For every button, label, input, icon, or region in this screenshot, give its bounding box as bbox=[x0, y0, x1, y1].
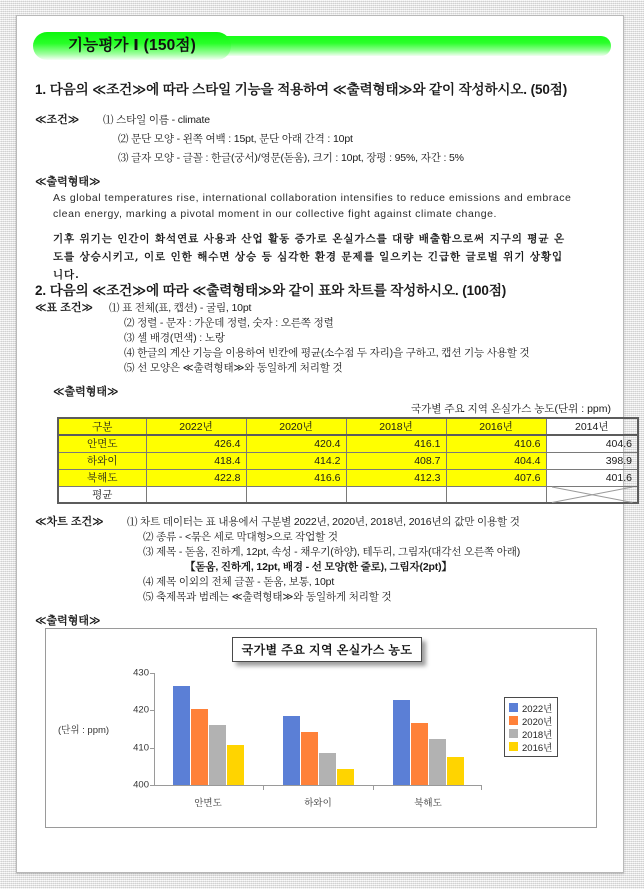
average-cell-blank bbox=[246, 486, 346, 503]
table-row bbox=[58, 452, 638, 469]
table-header-cell: 2014년 bbox=[546, 418, 638, 435]
question-2-heading: 2. 다음의 ≪조건≫에 따라 ≪출력형태≫와 같이 표와 차트를 작성하시오. (100점) bbox=[35, 283, 507, 298]
bar-2022년 bbox=[393, 700, 410, 785]
chart-title-group bbox=[232, 637, 422, 662]
row-label: 하와이 bbox=[58, 452, 146, 469]
table-caption: 국가별 주요 지역 온실가스 농도(단위 : ppm) bbox=[411, 403, 611, 415]
row-label: 북해도 bbox=[58, 469, 146, 486]
legend-item bbox=[509, 714, 552, 727]
q2-table-condition-5: ⑸ 선 모양은 ≪출력형태≫와 동일하게 처리할 것 bbox=[124, 362, 343, 374]
q2-chart-condition-3: ⑶ 제목 - 돋움, 진하게, 12pt, 속성 - 채우기(하양), 테두리, 그림자(대각선 오른쪽 아래) bbox=[143, 546, 521, 558]
table-cell: 404.4 bbox=[446, 452, 546, 469]
table-cell: 398.9 bbox=[546, 452, 638, 469]
legend-swatch-icon bbox=[509, 716, 518, 725]
greenhouse-gas-table bbox=[57, 417, 639, 504]
q1-output-label: ≪출력형태≫ bbox=[35, 176, 101, 188]
q2-table-condition-1: ⑴ 표 전체(표, 캡션) - 굴림, 10pt bbox=[109, 302, 252, 314]
table-cell: 416.6 bbox=[246, 469, 346, 486]
table-cell: 420.4 bbox=[246, 435, 346, 452]
q2-chart-condition-label: ≪차트 조건≫ bbox=[35, 516, 104, 528]
x-axis-separator bbox=[481, 785, 482, 790]
bar-group-anmyeondo bbox=[164, 673, 252, 785]
table-cell: 414.2 bbox=[246, 452, 346, 469]
page-content bbox=[17, 16, 632, 874]
bar-2018년 bbox=[319, 753, 336, 786]
average-cell-crossed-out bbox=[546, 486, 638, 503]
table-header-cell: 2020년 bbox=[246, 418, 346, 435]
bar-2022년 bbox=[173, 686, 190, 785]
legend-item bbox=[509, 701, 552, 714]
legend-label: 2020년 bbox=[522, 716, 553, 728]
chart-title: 국가별 주요 지역 온실가스 농도 bbox=[232, 637, 422, 662]
chart-legend bbox=[504, 697, 558, 757]
legend-label: 2022년 bbox=[522, 703, 553, 715]
table-average-row bbox=[58, 486, 638, 503]
x-axis-separator bbox=[263, 785, 264, 790]
x-category-label: 북해도 bbox=[414, 798, 442, 809]
bar-2020년 bbox=[301, 732, 318, 785]
legend-label: 2018년 bbox=[522, 729, 553, 741]
q2-table-condition-3: ⑶ 셀 배경(면색) : 노랑 bbox=[124, 332, 225, 344]
table-header-cell: 구분 bbox=[58, 418, 146, 435]
page-title: 기능평가 Ⅰ (150점) bbox=[67, 37, 197, 54]
table-cell: 407.6 bbox=[446, 469, 546, 486]
bar-2020년 bbox=[411, 723, 428, 785]
table-row bbox=[58, 469, 638, 486]
document-page bbox=[16, 15, 632, 873]
chart-plot-area bbox=[133, 667, 482, 809]
table-cell: 426.4 bbox=[146, 435, 246, 452]
q1-condition-label: ≪조건≫ bbox=[35, 114, 80, 126]
table-header-cell: 2018년 bbox=[346, 418, 446, 435]
table-header-cell: 2022년 bbox=[146, 418, 246, 435]
table-row bbox=[58, 435, 638, 452]
q1-condition-3: ⑶ 글자 모양 - 글꼴 : 한글(궁서)/영문(돋움), 크기 : 10pt, 장평 : 95%, 자간 : 5% bbox=[118, 152, 464, 164]
q1-condition-1: ⑴ 스타일 이름 - climate bbox=[103, 114, 210, 126]
q2-chart-condition-4: ⑷ 제목 이외의 전체 글꼴 - 돋움, 보통, 10pt bbox=[143, 576, 335, 588]
legend-swatch-icon bbox=[509, 742, 518, 751]
table-header-cell: 2016년 bbox=[446, 418, 546, 435]
legend-item bbox=[509, 740, 552, 753]
x-category-label: 하와이 bbox=[304, 798, 332, 809]
average-row-label: 평균 bbox=[58, 486, 146, 503]
average-cell-blank bbox=[146, 486, 246, 503]
legend-label: 2016년 bbox=[522, 742, 553, 754]
table-cell: 401.6 bbox=[546, 469, 638, 486]
q2-chart-condition-3b: 【돋움, 진하게, 12pt, 배경 - 선 모양(한 줄로), 그림자(2pt)】 bbox=[185, 561, 452, 573]
y-tick-label: 430 bbox=[133, 667, 149, 679]
table-header-row bbox=[58, 418, 638, 435]
question-1-heading: 1. 다음의 ≪조건≫에 따라 스타일 기능을 적용하여 ≪출력형태≫와 같이 작성하시오. (50점) bbox=[35, 82, 568, 97]
bar-group-bukhaedo bbox=[384, 673, 472, 785]
average-cell-blank bbox=[446, 486, 546, 503]
legend-item bbox=[509, 727, 552, 740]
chart-y-axis bbox=[154, 673, 155, 785]
q1-english-paragraph: As global temperatures rise, international collaboration intensifies to reduce emissions and embrace clean energy, marking a pivotal moment in our collective fight against climate change. bbox=[53, 192, 572, 220]
q2-table-output-label: ≪출력형태≫ bbox=[53, 386, 119, 398]
x-category-label: 안면도 bbox=[194, 798, 222, 809]
chart-x-axis bbox=[154, 785, 482, 786]
bar-chart bbox=[45, 628, 597, 828]
y-tick-label: 400 bbox=[133, 779, 149, 791]
legend-swatch-icon bbox=[509, 729, 518, 738]
table-cell: 422.8 bbox=[146, 469, 246, 486]
table-cell: 404.6 bbox=[546, 435, 638, 452]
bar-2016년 bbox=[447, 757, 464, 785]
bar-2016년 bbox=[337, 769, 354, 785]
chart-y-axis-label: (단위 : ppm) bbox=[58, 725, 110, 736]
table-cell: 412.3 bbox=[346, 469, 446, 486]
bar-2016년 bbox=[227, 745, 244, 785]
q2-chart-output-label: ≪출력형태≫ bbox=[35, 615, 101, 627]
table-cell: 418.4 bbox=[146, 452, 246, 469]
bar-2020년 bbox=[191, 709, 208, 785]
q2-table-condition-label: ≪표 조건≫ bbox=[35, 302, 93, 314]
x-axis-separator bbox=[373, 785, 374, 790]
q2-table-condition-4: ⑷ 한글의 계산 기능을 이용하여 빈칸에 평균(소수점 두 자리)을 구하고, 캡션 기능 사용할 것 bbox=[124, 347, 530, 359]
q2-chart-condition-2: ⑵ 종류 - <묶은 세로 막대형>으로 작업할 것 bbox=[143, 531, 338, 543]
bar-2022년 bbox=[283, 716, 300, 785]
legend-swatch-icon bbox=[509, 703, 518, 712]
q2-chart-condition-1: ⑴ 차트 데이터는 표 내용에서 구분별 2022년, 2020년, 2018년, 2016년의 값만 이용할 것 bbox=[127, 516, 520, 528]
cross-out-icon bbox=[552, 487, 633, 503]
q1-korean-paragraph: 기후 위기는 인간이 화석연료 사용과 산업 활동 증가로 온실가스를 대량 배출함으로써 지구의 평균 온도를 상승시키고, 이로 인한 해수면 상승 등 심각한 환경 문제를 일으키는 긴급한 글로벌 위기 상황입니다. bbox=[53, 233, 565, 281]
exam-header-banner bbox=[33, 32, 611, 60]
y-tick-label: 420 bbox=[133, 704, 149, 716]
q2-table-condition-2: ⑵ 정렬 - 문자 : 가운데 정렬, 숫자 : 오른쪽 정렬 bbox=[124, 317, 334, 329]
table-cell: 408.7 bbox=[346, 452, 446, 469]
average-cell-blank bbox=[346, 486, 446, 503]
bar-2018년 bbox=[429, 739, 446, 785]
bar-group-hawaii bbox=[274, 673, 362, 785]
q1-condition-2: ⑵ 문단 모양 - 왼쪽 여백 : 15pt, 문단 아래 간격 : 10pt bbox=[118, 133, 353, 145]
q2-chart-condition-5: ⑸ 축제목과 범례는 ≪출력형태≫와 동일하게 처리할 것 bbox=[143, 591, 392, 603]
bar-2018년 bbox=[209, 725, 226, 785]
table-cell: 416.1 bbox=[346, 435, 446, 452]
y-tick-label: 410 bbox=[133, 742, 149, 754]
table-cell: 410.6 bbox=[446, 435, 546, 452]
row-label: 안면도 bbox=[58, 435, 146, 452]
